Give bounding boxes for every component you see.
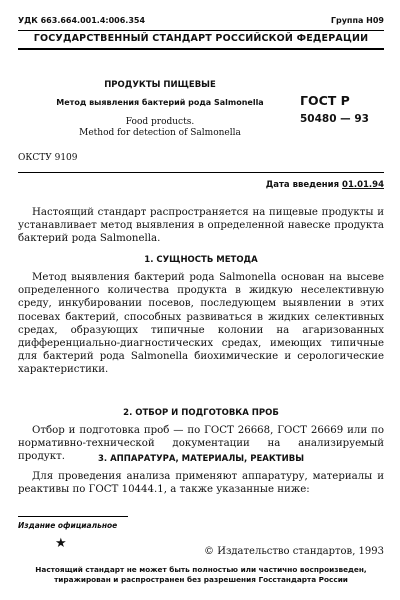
title-en-line1: Food products. — [125, 117, 195, 127]
copyright: © Издательство стандартов, 1993 — [204, 546, 384, 557]
effective-date-value: 01.01.94 — [342, 180, 384, 190]
agency-title: ГОСУДАРСТВЕННЫЙ СТАНДАРТ РОССИЙСКОЙ ФЕДЕРАЦИИ — [33, 33, 369, 44]
okstu-code: ОКСТУ 9109 — [18, 153, 78, 163]
effective-date — [266, 180, 384, 190]
section-3-heading: 3. АППАРАТУРА, МАТЕРИАЛЫ, РЕАКТИВЫ — [97, 454, 305, 464]
notice-line-1: Настоящий стандарт не может быть полностью или частично воспроизведен, — [35, 565, 367, 574]
effective-date-label: Дата введения — [265, 180, 340, 190]
intro-text: Настоящий стандарт распространяется на пищевые продукты и устанавливает метод выявления в определенной навеске продукта бактерий рода Salmonella. — [18, 207, 384, 245]
section-1-paragraph — [18, 271, 384, 377]
udk-code: УДК 663.664.001.4:006.354 — [18, 16, 146, 25]
group-code: Группа Н09 — [330, 16, 384, 25]
title-ru-main: ПРОДУКТЫ ПИЩЕВЫЕ — [104, 80, 216, 90]
header-rule-top — [18, 30, 384, 31]
intro-paragraph — [18, 206, 384, 246]
gost-label: ГОСТ Р — [300, 93, 350, 108]
title-ru-sub: Метод выявления бактерий рода Salmonella — [56, 98, 264, 107]
title-en — [40, 117, 280, 139]
title-en-line2: Method for detection of Salmonella — [79, 128, 241, 138]
footer-rule — [18, 516, 128, 517]
official-edition: Издание официальное — [18, 521, 118, 530]
section-2-heading: 2. ОТБОР И ПОДГОТОВКА ПРОБ — [123, 408, 279, 418]
section-3-paragraph — [18, 470, 384, 496]
section-1-heading: 1. СУЩНОСТЬ МЕТОДА — [144, 255, 258, 265]
star-icon: ★ — [55, 536, 67, 551]
section-1-text: Метод выявления бактерий рода Salmonella основан на высеве определенного количества продукта в жидкую неселективную среду, инкубировании посевов, последующем выявлении в этих посевах бактерий, способных развиваться в жидких селективных средах, образующих типичные колонии на агаризованных дифференциально-диагностических средах, имеющих типичные для бактерий рода Salmonella биохимические и серологические характеристики. — [18, 272, 384, 376]
section-2-text: Отбор и подготовка проб — по ГОСТ 26668, ГОСТ 26669 или по нормативно-технической документации на анализируемый продукт. — [18, 425, 384, 463]
header-rule-bottom — [18, 48, 384, 50]
notice-line-2: тиражирован и распространен без разрешения Госстандарта России — [54, 575, 348, 584]
reproduction-notice — [18, 565, 384, 585]
gost-number: 50480 — 93 — [300, 113, 369, 125]
section-3-text: Для проведения анализа применяют аппаратуру, материалы и реактивы по ГОСТ 10444.1, а также указанные ниже: — [18, 471, 384, 496]
title-divider — [18, 172, 384, 173]
